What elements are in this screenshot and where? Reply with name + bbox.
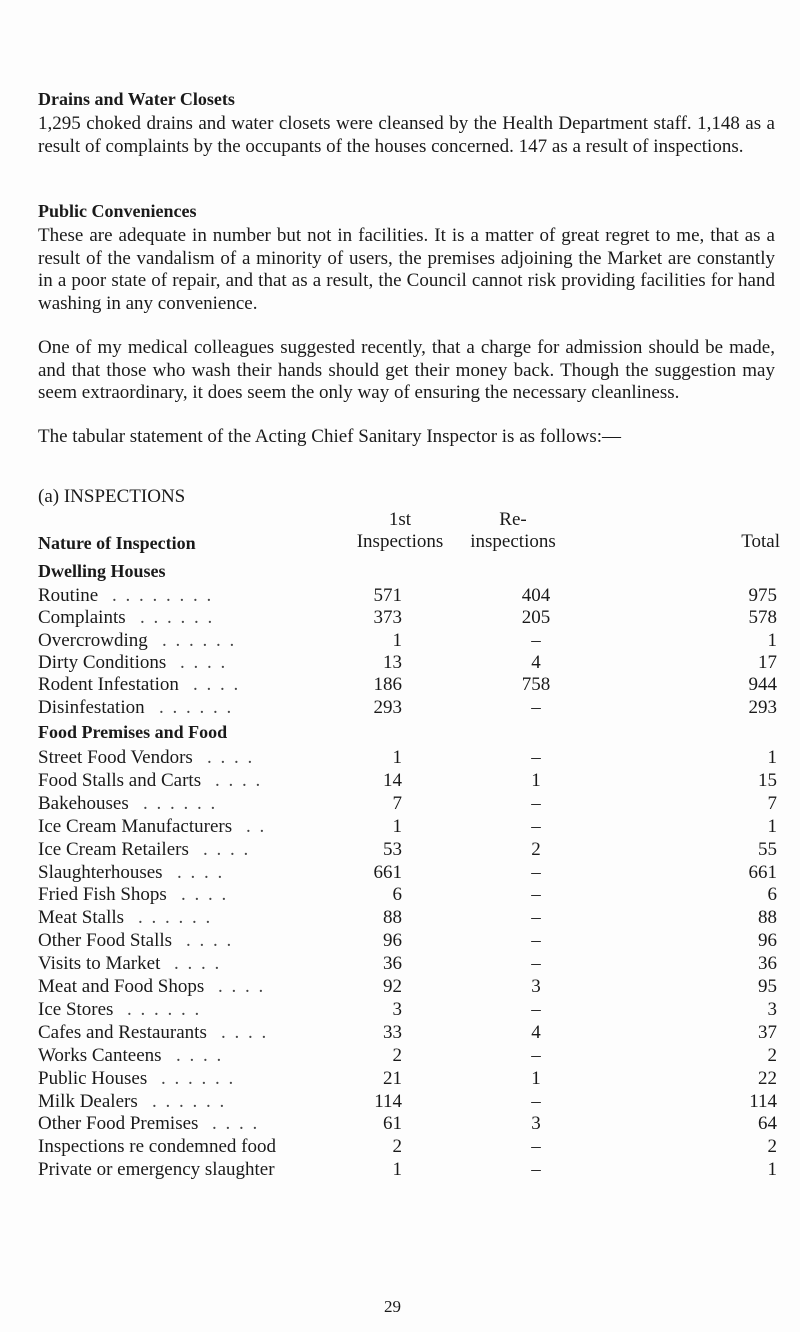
total-value: 2: [767, 1136, 777, 1158]
row-leader-dots: . . . . . .: [143, 792, 218, 814]
first-inspections-value: 7: [392, 792, 402, 814]
total-value: 95: [758, 976, 777, 997]
re-inspections-value: –: [531, 629, 541, 651]
total-value: 37: [758, 1021, 777, 1043]
row-leader-dots: . . . .: [186, 930, 234, 952]
table-row: [38, 884, 778, 906]
row-label: Overcrowding: [38, 629, 148, 651]
total-value: 7: [767, 792, 777, 814]
re-inspections-value: 758: [521, 674, 551, 696]
row-label: Inspections re condemned food: [38, 1136, 276, 1158]
row-leader-dots: . . . .: [177, 861, 225, 883]
dwelling-houses-heading: Dwelling Houses: [38, 561, 166, 581]
total-value: 578: [748, 607, 777, 629]
re-inspections-value: –: [531, 696, 541, 718]
row-label: Complaints: [38, 607, 126, 629]
row-leader-dots: . . . . . .: [140, 607, 215, 629]
first-inspections-value: 61: [383, 1113, 402, 1135]
conveniences-paragraph-3: The tabular statement of the Acting Chief Sanitary Inspector is as follows:—: [38, 426, 622, 447]
row-leader-dots: . . . .: [218, 976, 266, 997]
re-inspections-value: 4: [531, 1021, 541, 1043]
row-leader-dots: . . . .: [180, 651, 228, 673]
first-inspections-value: 1: [392, 629, 402, 651]
table-row: [38, 1136, 778, 1158]
table-row: [38, 793, 778, 815]
table-row: [38, 999, 778, 1021]
row-leader-dots: . . . .: [207, 747, 255, 768]
first-inspections-header: [340, 509, 460, 553]
row-leader-dots: . . . . . .: [138, 907, 213, 929]
re-inspections-value: –: [531, 1044, 541, 1066]
row-label: Other Food Premises: [38, 1113, 199, 1135]
conveniences-paragraph-2: One of my medical colleagues suggested recently, that a charge for admission should be made, and that those who wash their hands should get their money back. Though the suggestion may seem extraordinary, it does seem the only way of ensuring the necessary cleanliness.: [38, 337, 775, 403]
row-label: Disinfestation: [38, 696, 145, 718]
first-inspections-value: 33: [383, 1021, 402, 1043]
first-inspections-value: 1: [392, 747, 402, 768]
re-inspections-value: –: [531, 953, 541, 975]
first-inspections-value: 21: [383, 1067, 402, 1089]
table-row: [38, 1159, 778, 1181]
first-inspections-value: 88: [383, 907, 402, 929]
total-value: 661: [748, 861, 777, 883]
re-inspections-value: –: [531, 1136, 541, 1158]
row-leader-dots: . . . . . .: [159, 696, 234, 718]
row-label: Fried Fish Shops: [38, 884, 167, 906]
row-label: Visits to Market: [38, 953, 161, 975]
total-value: 114: [749, 1090, 777, 1112]
row-leader-dots: . .: [246, 815, 267, 837]
re-inspections-value: 1: [531, 769, 541, 791]
total-value: 36: [758, 953, 777, 975]
re-inspections-value: 205: [521, 607, 551, 629]
row-leader-dots: . . . .: [221, 1021, 269, 1043]
table-row: [38, 816, 778, 838]
row-leader-dots: . . . .: [203, 838, 251, 860]
row-label: Public Houses: [38, 1067, 148, 1089]
row-leader-dots: . . . .: [181, 884, 229, 906]
table-row: [38, 674, 778, 696]
table-row: [38, 652, 778, 674]
first-inspections-value: 13: [383, 651, 402, 673]
re-inspections-value: –: [531, 747, 541, 768]
row-label: Ice Stores: [38, 998, 114, 1020]
re-inspections-value: –: [531, 861, 541, 883]
table-row: [38, 1091, 778, 1113]
first-inspections-value: 3: [392, 998, 402, 1020]
table-row: [38, 953, 778, 975]
re-inspections-value: –: [531, 998, 541, 1020]
table-row: [38, 630, 778, 652]
first-inspections-value: 96: [383, 930, 402, 952]
table-row: [38, 770, 778, 792]
re-inspections-value: 404: [521, 585, 551, 606]
row-label: Meat Stalls: [38, 907, 125, 929]
total-value: 293: [748, 696, 777, 718]
total-value: 22: [758, 1067, 777, 1089]
row-leader-dots: . . . . . .: [127, 998, 202, 1020]
first-inspections-value: 2: [392, 1136, 402, 1158]
re-inspections-value: –: [531, 907, 541, 929]
conveniences-heading: Public Conveniences: [38, 201, 197, 221]
table-row: [38, 976, 778, 998]
nature-header: Nature of Inspection: [38, 533, 196, 553]
first-inspections-value: 186: [373, 674, 402, 696]
re-inspections-value: –: [531, 815, 541, 837]
drains-heading: Drains and Water Closets: [38, 89, 235, 109]
first-inspections-value: 1: [392, 815, 402, 837]
row-leader-dots: . . . . . .: [152, 1090, 227, 1112]
row-leader-dots: . . . .: [193, 674, 241, 696]
row-label: Milk Dealers: [38, 1090, 138, 1112]
table-row: [38, 697, 778, 719]
table-row: [38, 907, 778, 929]
total-value: 88: [758, 907, 777, 929]
total-header: Total: [741, 531, 780, 552]
total-value: 64: [758, 1113, 777, 1135]
inspections-heading: [38, 486, 185, 508]
first-inspections-value: 36: [383, 953, 402, 975]
first-inspections-value: 661: [373, 861, 402, 883]
re-inspections-value: 1: [531, 1067, 541, 1089]
first-inspections-value: 53: [383, 838, 402, 860]
re-header-line2: inspections: [470, 531, 556, 552]
total-value: 1: [767, 1159, 777, 1181]
row-label: Ice Cream Retailers: [38, 838, 189, 860]
first-inspections-value: 373: [373, 607, 402, 629]
total-value: 2: [767, 1044, 777, 1066]
row-leader-dots: . . . .: [176, 1044, 224, 1066]
first-inspections-value: 1: [392, 1159, 402, 1181]
row-label: Cafes and Restaurants: [38, 1021, 207, 1043]
row-label: Slaughterhouses: [38, 861, 163, 883]
re-inspections-header: [448, 509, 578, 553]
table-row: [38, 585, 778, 607]
total-value: 1: [767, 747, 777, 768]
row-leader-dots: . . . .: [212, 1113, 260, 1135]
total-value: 96: [758, 930, 777, 952]
row-leader-dots: . . . .: [174, 953, 222, 975]
row-label: Rodent Infestation: [38, 674, 179, 696]
total-value: 1: [767, 815, 777, 837]
re-inspections-value: 3: [531, 1113, 541, 1135]
row-leader-dots: . . . .: [215, 769, 263, 791]
first-inspections-value: 14: [383, 769, 402, 791]
row-label: Street Food Vendors: [38, 747, 193, 768]
total-value: 55: [758, 838, 777, 860]
table-row: [38, 607, 778, 629]
table-row: [38, 1068, 778, 1090]
total-value: 3: [767, 998, 777, 1020]
re-header-line1: Re-: [499, 509, 527, 530]
row-label: Other Food Stalls: [38, 930, 173, 952]
food-premises-heading: Food Premises and Food: [38, 722, 228, 742]
table-row: [38, 1113, 778, 1135]
row-leader-dots: . . . . . .: [162, 629, 237, 651]
first-header-line1: 1st: [388, 509, 412, 530]
first-inspections-value: 92: [383, 976, 402, 997]
table-row: [38, 839, 778, 861]
table-row: [38, 747, 778, 769]
first-inspections-value: 2: [392, 1044, 402, 1066]
re-inspections-value: –: [531, 1090, 541, 1112]
row-leader-dots: . . . . . . . .: [112, 585, 214, 606]
total-value: 15: [758, 769, 777, 791]
row-label: Food Stalls and Carts: [38, 769, 202, 791]
re-inspections-value: 4: [531, 651, 541, 673]
total-value: 17: [758, 651, 777, 673]
table-row: [38, 930, 778, 952]
first-header-line2: Inspections: [356, 531, 444, 552]
re-inspections-value: –: [531, 930, 541, 952]
re-inspections-value: –: [531, 884, 541, 906]
total-value: 6: [767, 884, 777, 906]
first-inspections-value: 571: [373, 585, 402, 606]
re-inspections-value: –: [531, 1159, 541, 1181]
row-label: Dirty Conditions: [38, 651, 167, 673]
table-row: [38, 1022, 778, 1044]
first-inspections-value: 114: [374, 1090, 402, 1112]
row-label: Private or emergency slaughter: [38, 1159, 275, 1181]
total-value: 1: [767, 629, 777, 651]
total-value: 975: [748, 585, 777, 606]
re-inspections-value: –: [531, 792, 541, 814]
re-inspections-value: 3: [531, 976, 541, 997]
row-label: Bakehouses: [38, 792, 129, 814]
first-inspections-value: 293: [373, 696, 402, 718]
table-row: [38, 862, 778, 884]
row-label: Meat and Food Shops: [38, 976, 205, 997]
first-inspections-value: 6: [392, 884, 402, 906]
page-number: 29: [384, 1297, 401, 1316]
conveniences-paragraph-1: These are adequate in number but not in facilities. It is a matter of great regret to me, that as a result of the vandalism of a minority of users, the premises adjoining the Market are constantly in a poor state of repair, and that as a result, the Council cannot risk providing facilities for hand washing in any convenience.: [38, 225, 775, 314]
re-inspections-value: 2: [531, 838, 541, 860]
row-leader-dots: . . . . . .: [161, 1067, 236, 1089]
row-label: Ice Cream Manufacturers: [38, 815, 233, 837]
table-row: [38, 1045, 778, 1067]
drains-paragraph: 1,295 choked drains and water closets were cleansed by the Health Department staff. 1,148 as a result of complaints by the occupants of the houses concerned. 147 as a result of inspections.: [38, 113, 775, 157]
row-label: Routine: [38, 585, 99, 606]
row-label: Works Canteens: [38, 1044, 162, 1066]
inspections-title: (a) INSPECTIONS: [38, 486, 186, 507]
total-value: 944: [748, 674, 777, 696]
